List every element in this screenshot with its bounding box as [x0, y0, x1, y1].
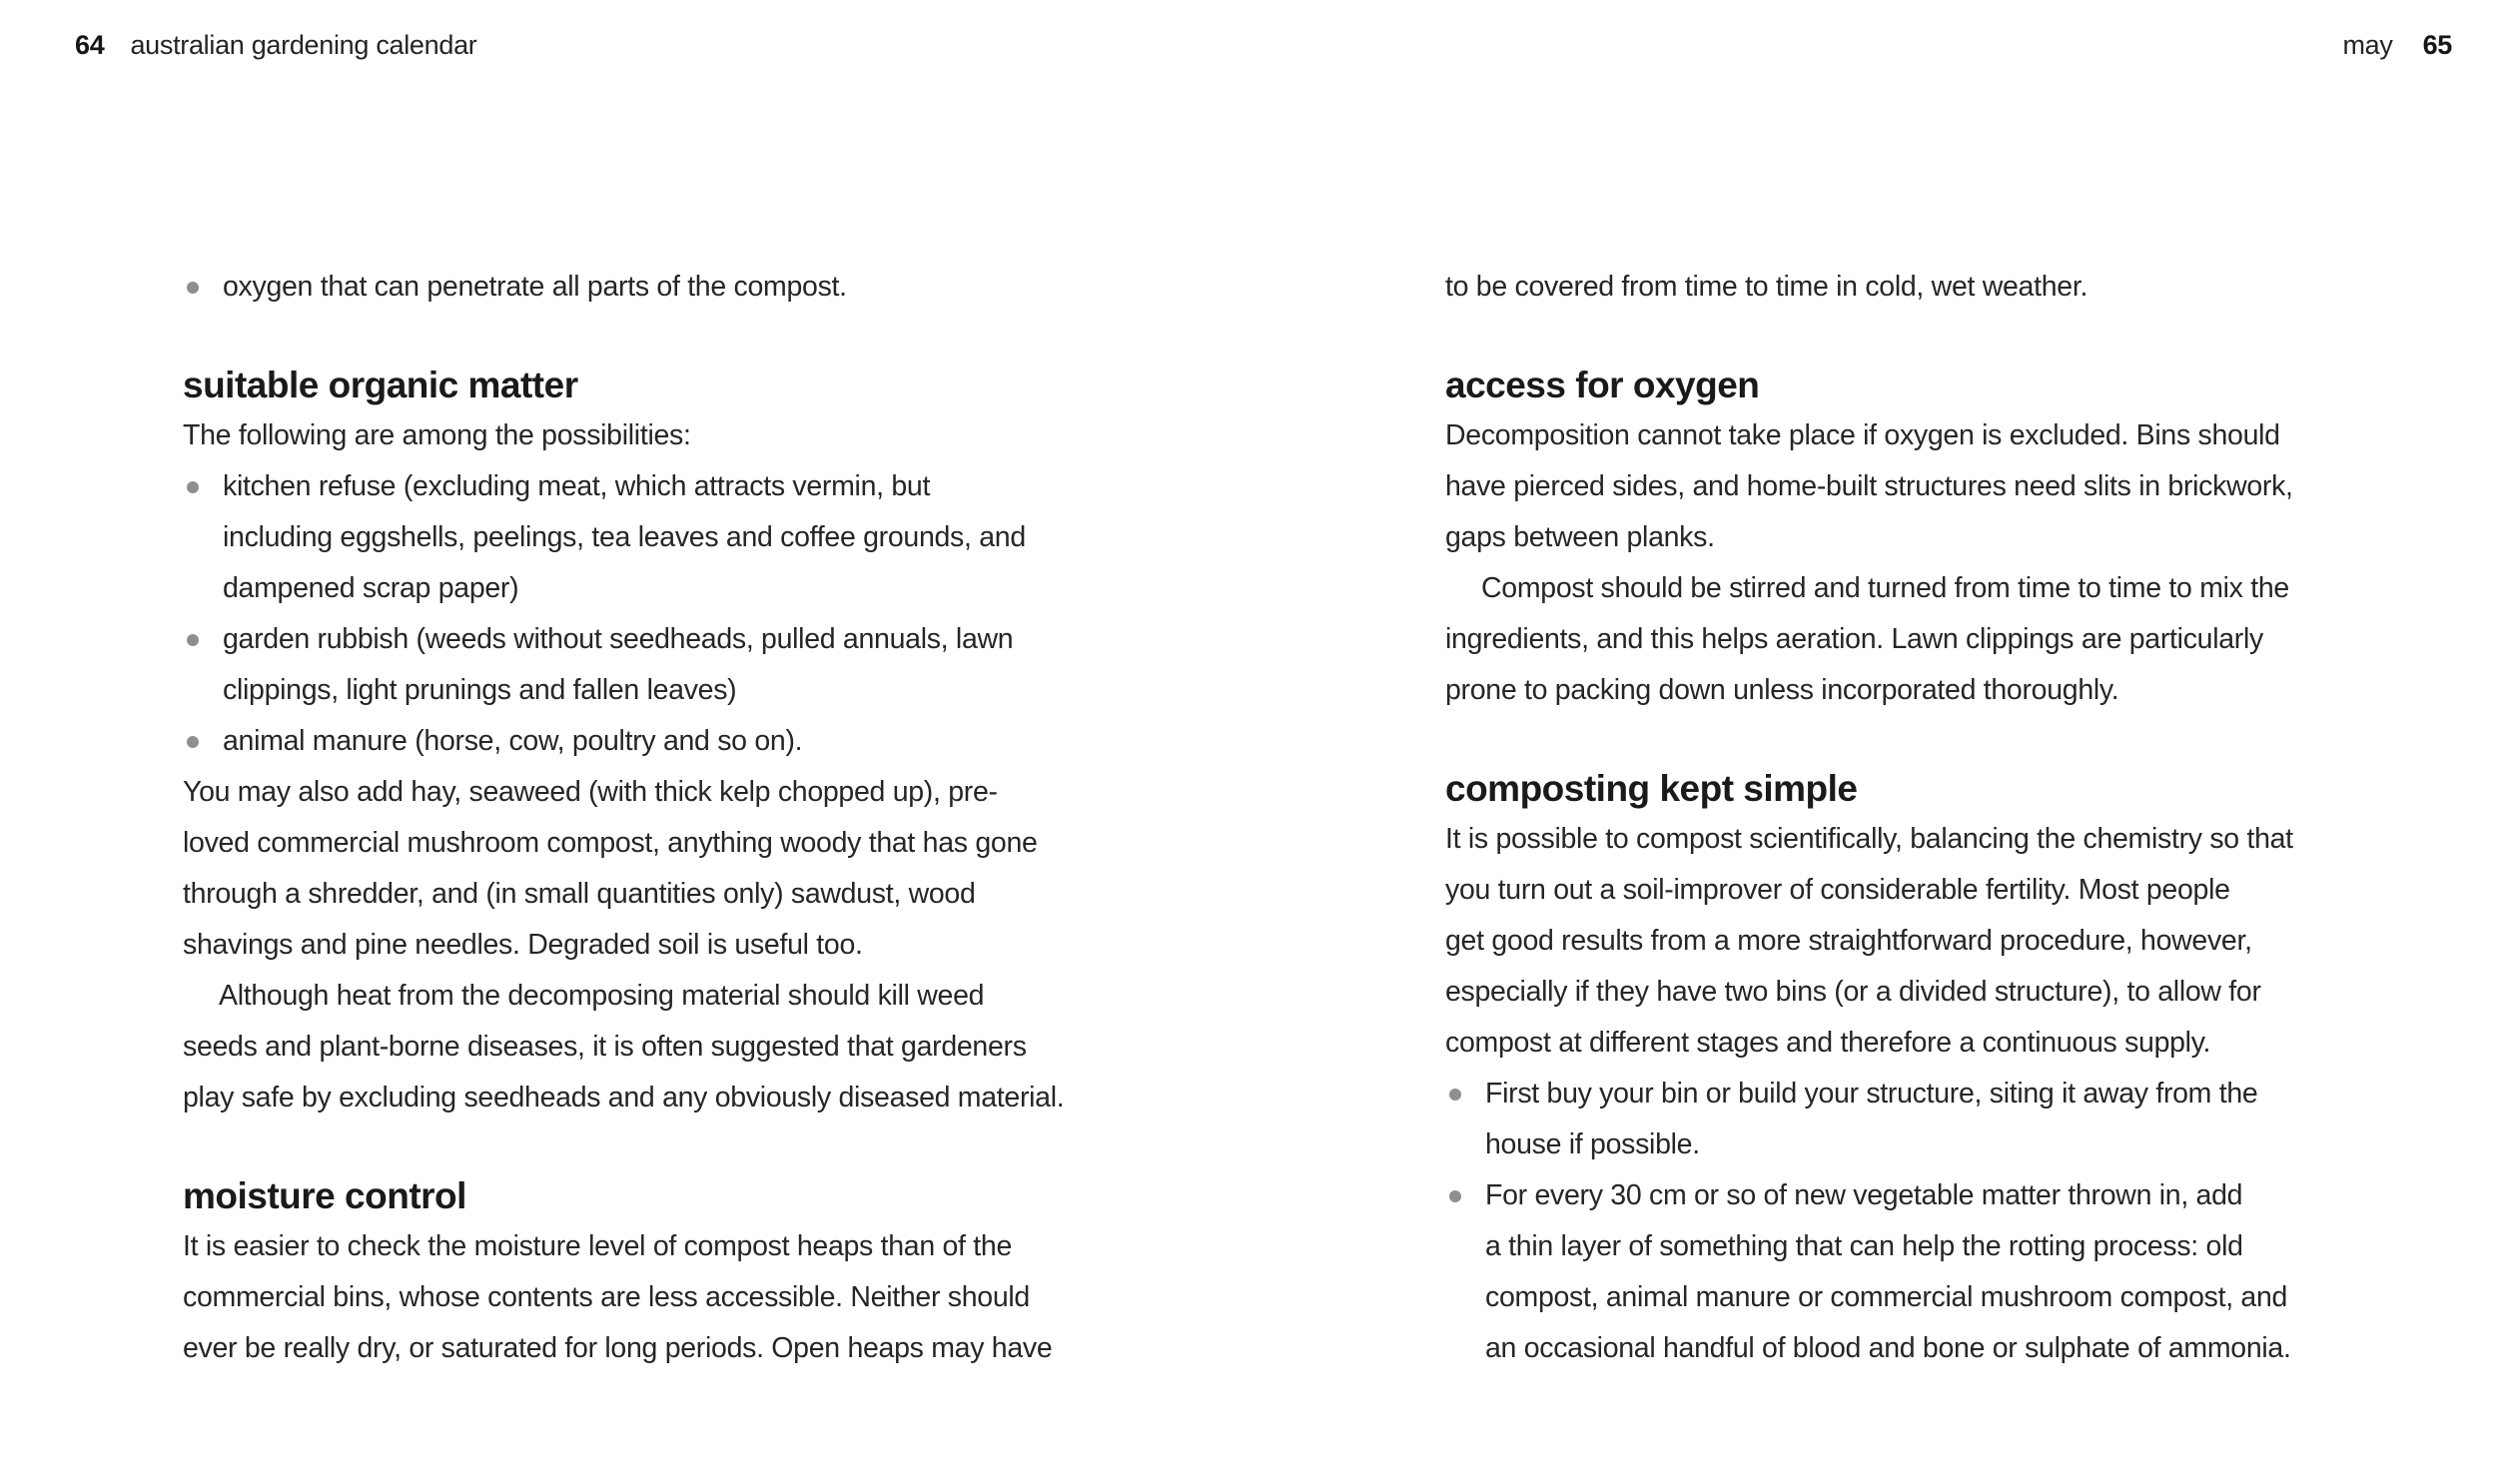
- paragraph: [1445, 410, 2474, 563]
- text-line: seeds and plant-borne diseases, it is often suggested that gardeners: [183, 1031, 1027, 1063]
- text-line: kitchen refuse (excluding meat, which attracts vermin, but: [223, 470, 931, 502]
- month-label: may: [2342, 30, 2393, 60]
- bullet-dot-icon: [187, 634, 199, 646]
- text-line: an occasional handful of blood and bone or sulphate of ammonia.: [1485, 1332, 2291, 1364]
- paragraph: [1445, 262, 2474, 313]
- text-line: ingredients, and this helps aeration. Lawn clippings are particularly: [1445, 623, 2263, 655]
- text-line: compost at different stages and therefore a continuous supply.: [1445, 1027, 2211, 1059]
- text-line: through a shredder, and (in small quantities only) sawdust, wood: [183, 878, 976, 910]
- text-line: For every 30 cm or so of new vegetable matter thrown in, add: [1485, 1179, 2243, 1211]
- text-line: compost, animal manure or commercial mushroom compost, and: [1485, 1281, 2288, 1313]
- text-line: It is easier to check the moisture level of compost heaps than of the: [183, 1230, 1013, 1262]
- text-line: It is possible to compost scientifically, balancing the chemistry so that: [1445, 823, 2293, 855]
- page-number-left: 64: [75, 30, 105, 60]
- text-line: Although heat from the decomposing material should kill weed: [219, 980, 985, 1012]
- text-line: you turn out a soil-improver of considerable fertility. Most people: [1445, 874, 2230, 906]
- list-item: [183, 262, 1182, 313]
- header-left: [75, 30, 476, 61]
- section-heading: moisture control: [183, 1175, 466, 1216]
- text-line: clippings, light prunings and fallen leaves): [223, 674, 737, 706]
- text-line: prone to packing down unless incorporated thoroughly.: [1445, 674, 2119, 706]
- list-item: [1445, 1170, 2474, 1374]
- text-line: house if possible.: [1485, 1128, 1700, 1160]
- text-line: especially if they have two bins (or a divided structure), to allow for: [1445, 976, 2261, 1008]
- text-line: gaps between planks.: [1445, 521, 1715, 553]
- section-heading: access for oxygen: [1445, 365, 1760, 405]
- section-heading: composting kept simple: [1445, 768, 1858, 809]
- paragraph: [1445, 563, 2474, 716]
- list-item: [183, 461, 1182, 614]
- list-item: [1445, 1069, 2474, 1170]
- paragraph: [183, 767, 1182, 971]
- text-line: The following are among the possibilities:: [183, 419, 691, 451]
- list-item: [183, 716, 1182, 767]
- text-line: oxygen that can penetrate all parts of the compost.: [223, 271, 847, 303]
- text-line: shavings and pine needles. Degraded soil is useful too.: [183, 929, 863, 961]
- book-title: australian gardening calendar: [130, 30, 477, 60]
- right-text-column: [1445, 262, 2474, 1374]
- text-line: Decomposition cannot take place if oxygen is excluded. Bins should: [1445, 419, 2280, 451]
- text-line: to be covered from time to time in cold, wet weather.: [1445, 271, 2088, 303]
- text-line: get good results from a more straightforward procedure, however,: [1445, 925, 2252, 957]
- page-number-right: 65: [2422, 30, 2452, 60]
- text-line: dampened scrap paper): [223, 572, 519, 604]
- text-line: a thin layer of something that can help the rotting process: old: [1485, 1230, 2243, 1262]
- bullet-dot-icon: [1449, 1190, 1461, 1202]
- left-text-column: [183, 262, 1182, 1374]
- text-line: First buy your bin or build your structure, siting it away from the: [1485, 1078, 2258, 1110]
- running-header: [0, 30, 2497, 70]
- text-line: animal manure (horse, cow, poultry and so on).: [223, 725, 803, 757]
- text-line: loved commercial mushroom compost, anything woody that has gone: [183, 827, 1038, 859]
- text-line: commercial bins, whose contents are less accessible. Neither should: [183, 1281, 1030, 1313]
- text-line: Compost should be stirred and turned from time to time to mix the: [1481, 572, 2289, 604]
- bullet-dot-icon: [187, 481, 199, 493]
- text-line: including eggshells, peelings, tea leaves and coffee grounds, and: [223, 521, 1026, 553]
- bullet-dot-icon: [187, 736, 199, 748]
- text-line: play safe by excluding seedheads and any obviously diseased material.: [183, 1082, 1065, 1113]
- paragraph: [183, 971, 1182, 1123]
- bullet-dot-icon: [1449, 1089, 1461, 1101]
- header-right: [2342, 30, 2452, 61]
- list-item: [183, 614, 1182, 716]
- text-line: garden rubbish (weeds without seedheads, pulled annuals, lawn: [223, 623, 1014, 655]
- paragraph: [183, 410, 1182, 461]
- section-heading: suitable organic matter: [183, 365, 578, 405]
- bullet-dot-icon: [187, 282, 199, 294]
- paragraph: [1445, 814, 2474, 1069]
- paragraph: [183, 1221, 1182, 1374]
- text-line: have pierced sides, and home-built structures need slits in brickwork,: [1445, 470, 2293, 502]
- text-line: ever be really dry, or saturated for long periods. Open heaps may have: [183, 1332, 1053, 1364]
- text-line: You may also add hay, seaweed (with thick kelp chopped up), pre-: [183, 776, 998, 808]
